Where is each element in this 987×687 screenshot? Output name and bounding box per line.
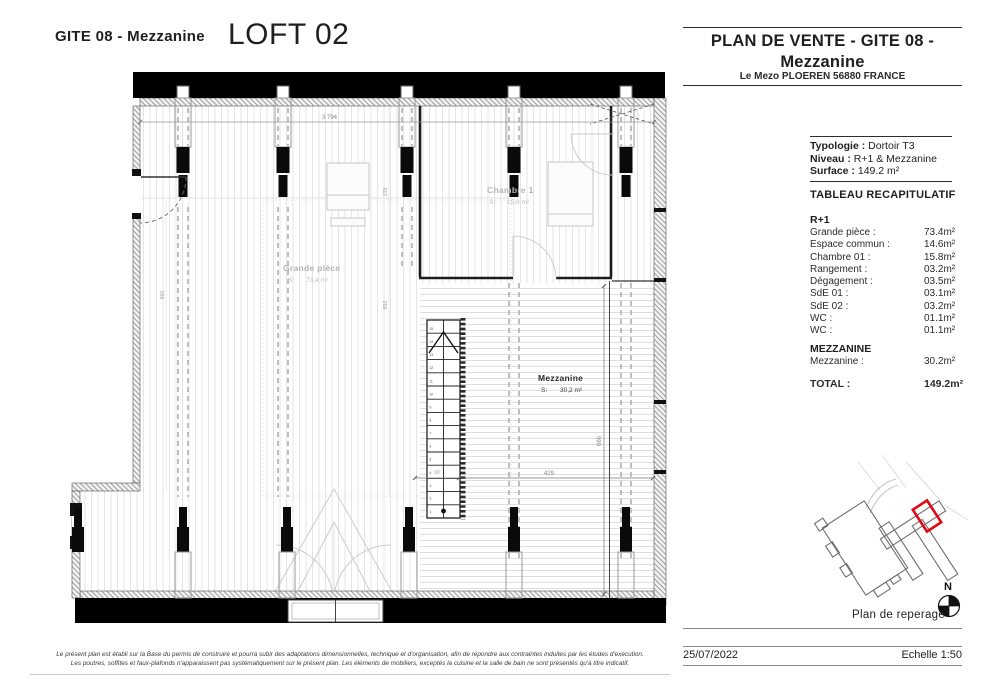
stair-step-number: 12 [429, 366, 434, 371]
level-label: Niveau : [810, 152, 851, 165]
table-row [810, 227, 960, 239]
typology-label: Typologie : [810, 140, 866, 152]
row-label: SdE 01 : [810, 288, 849, 300]
room-label-grande-piece: Grande pièce [283, 263, 341, 273]
level-value: R+1 & Mezzanine [853, 152, 937, 165]
row-label: SdE 02 : [810, 300, 849, 312]
stair-step-number: 8 [429, 418, 432, 423]
divider [810, 181, 952, 182]
sheet-title-line1: PLAN DE VENTE - GITE 08 - [710, 32, 935, 50]
table-row [810, 288, 960, 300]
typology-value: Dortoir T3 [868, 140, 915, 152]
disclaimer-line2: Les poutres, soffites et faux-plafonds n'apparaissent pas systématiquement sur le présent plan. Les éléments de mobiliers, exceptés la cuisine et la salle de bain ne sont présentés qu'à titre indicatif. [70, 660, 630, 667]
section-header-mezzanine: MEZZANINE [810, 343, 872, 355]
total-value: 149.2m² [924, 378, 964, 390]
room-label-chambre1: Chambre 1 [487, 185, 534, 195]
disclaimer-line1: Le présent plan est établi sur la Base du permis de construire et pourra subir des adaptations dimensionnelles, technique et d'organisation, afin de répondre aux contraintes induites par les études d'exécution. [56, 651, 644, 658]
stair-step-number: 10 [429, 392, 434, 397]
sheet-address: Le Mezo PLOEREN 56880 FRANCE [739, 71, 906, 82]
row-value: 15.8m² [924, 251, 956, 263]
stair-step-number: 9 [429, 405, 432, 410]
divider [683, 85, 962, 86]
row-label: Espace commun : [810, 239, 891, 251]
total-row-wrap [810, 378, 964, 390]
table-row [810, 325, 960, 337]
row-value: 73.4m² [924, 227, 956, 238]
reperage-label: Plan de reperage [852, 609, 946, 621]
staircase [427, 318, 463, 520]
divider [683, 628, 962, 629]
dim-mezzanine-height: 666 [597, 435, 603, 447]
typology-row [810, 140, 952, 153]
disclaimer [30, 650, 670, 675]
row-label: Rangement : [810, 263, 868, 275]
row-label: Dégagement : [810, 276, 873, 288]
stair-step-number: 2 [429, 496, 432, 501]
table-row [810, 264, 960, 276]
stair-step-number: 13 [429, 353, 434, 358]
stair-step-number: 6 [429, 444, 432, 449]
sheet-date: 25/07/2022 [683, 649, 739, 661]
stair-step-number: 11 [429, 379, 433, 384]
stair-step-number: 7 [429, 431, 432, 436]
divider [810, 136, 952, 137]
divider [683, 665, 962, 666]
level-row [810, 153, 952, 166]
north-label: N [944, 581, 952, 593]
row-value: 03.5m² [924, 276, 956, 288]
table-row [810, 276, 960, 288]
dim-mezzanine-width: 429 [543, 471, 555, 477]
total-label: TOTAL : [810, 378, 851, 390]
row-value: 30.2m² [924, 356, 956, 367]
stair-step-number: 4 [429, 470, 432, 475]
row-label: WC : [810, 313, 833, 325]
stair-step-number: 1 [429, 510, 432, 514]
divider [683, 27, 962, 28]
table-row [810, 313, 960, 325]
table-row [810, 239, 960, 251]
date-scale-row [683, 649, 962, 661]
room-area-mezzanine: 30,2 m² [560, 387, 583, 394]
project-title: GITE 08 - Mezzanine [55, 28, 205, 45]
surface-row [810, 165, 952, 178]
divider [683, 646, 962, 647]
dim-left-height: 990 [160, 290, 166, 300]
typology-block [810, 140, 952, 178]
sheet-title-line2: Mezzanine [780, 53, 865, 71]
sheet-title [683, 31, 962, 73]
row-value: 01.1m² [924, 313, 956, 325]
row-value: 03.1m² [924, 288, 956, 300]
row-label: Grande pièce : [810, 227, 876, 238]
top-wall-band [133, 72, 665, 98]
surface-value: 149.2 m² [857, 165, 900, 177]
total-row [810, 378, 964, 390]
room-s-grande-piece: S: [288, 277, 295, 284]
table-row [810, 356, 960, 368]
row-value: 03.2m² [924, 263, 956, 275]
surface-label: Surface : [810, 165, 855, 177]
sheet-scale: Echelle 1:50 [901, 649, 962, 661]
row-label: Mezzanine : [810, 356, 864, 367]
dim-mid-height: 890 [383, 300, 389, 310]
row-value: 14.6m² [924, 239, 956, 251]
unit-title: LOFT 02 [228, 18, 350, 51]
table-title: TABLEAU RECAPITULATIF [810, 189, 956, 201]
stair-step-number: 3 [429, 483, 432, 488]
row-value: 03.2m² [924, 300, 956, 312]
room-label-mezzanine: Mezzanine [538, 373, 584, 383]
stair-step-number: 14 [429, 340, 434, 345]
section-header-r1: R+1 [810, 214, 830, 226]
table-row [810, 252, 960, 264]
recap-table-mezzanine [810, 356, 960, 368]
dim-stair-width: 90 [434, 470, 440, 476]
bottom-window [288, 600, 383, 622]
dim-chambre-height: 338 [383, 187, 389, 197]
recap-table-r1 [810, 227, 960, 338]
row-label: Chambre 01 : [810, 251, 871, 263]
dim-top-width: 3 794 [322, 115, 338, 121]
row-value: 01.1m² [924, 325, 956, 337]
stair-step-number: 15 [429, 327, 434, 331]
room-s-mezzanine: S: [541, 387, 548, 394]
room-s-chambre1: S: [489, 199, 496, 206]
row-label: WC : [810, 325, 833, 337]
stair-step-number: 5 [429, 457, 432, 462]
room-area-chambre1: 15,8 m² [507, 199, 530, 206]
table-row [810, 301, 960, 313]
room-area-grande-piece: 73,4 m² [306, 277, 329, 284]
